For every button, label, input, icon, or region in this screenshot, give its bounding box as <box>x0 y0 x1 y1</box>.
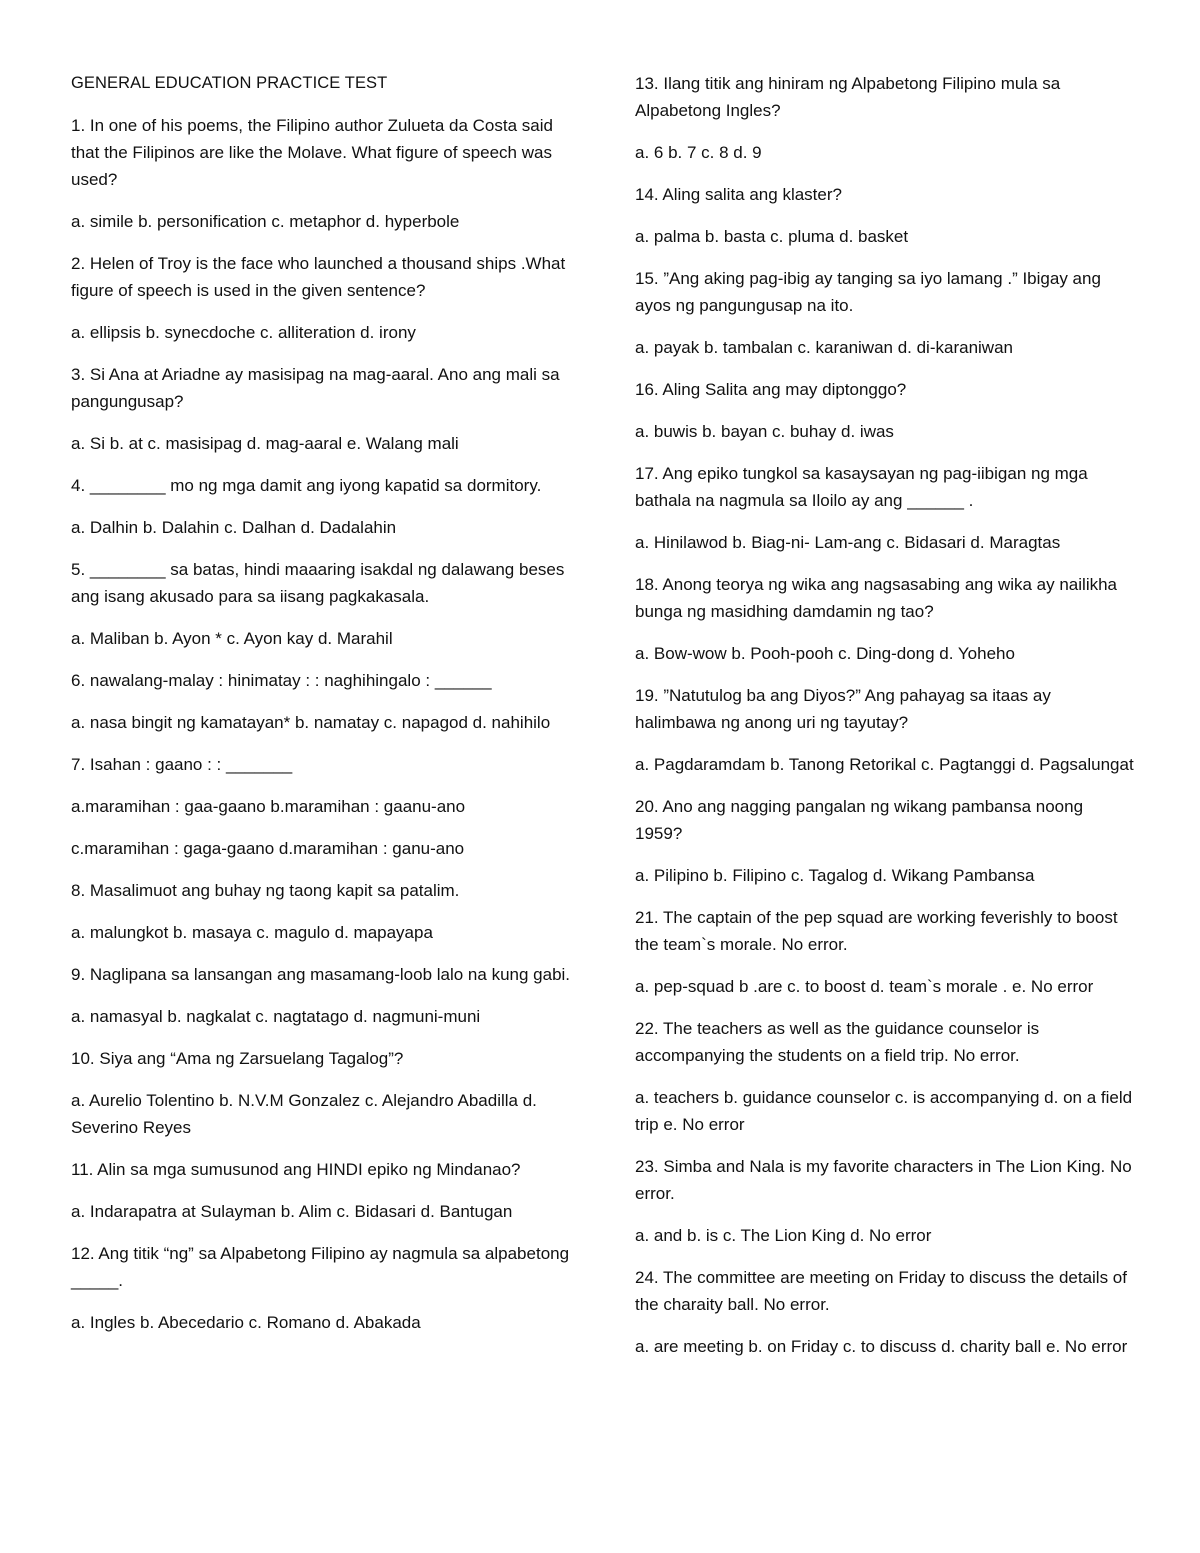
answer-choices: a. buwis b. bayan c. buhay d. iwas <box>635 422 894 441</box>
answer-choices: a. Si b. at c. masisipag d. mag-aaral e. Walang mali <box>71 434 459 453</box>
question-text: 1. In one of his poems, the Filipino author Zulueta da Costa said that the Filipinos are like the Molave. What figure of speech was used? <box>71 116 558 189</box>
answer-choices: a. Ingles b. Abecedario c. Romano d. Abakada <box>71 1313 421 1332</box>
question-text: 5. ________ sa batas, hindi maaaring isakdal ng dalawang beses ang isang akusado para sa iisang pagkakasala. <box>71 560 570 606</box>
question-text: 7. Isahan : gaano : : _______ <box>71 755 293 774</box>
answer-choices: a. Hinilawod b. Biag-ni- Lam-ang c. Bidasari d. Maragtas <box>635 533 1061 552</box>
question-text: 16. Aling Salita ang may diptonggo? <box>635 380 907 399</box>
question-text: 10. Siya ang “Ama ng Zarsuelang Tagalog”? <box>71 1049 404 1068</box>
right-column <box>635 70 1135 1375</box>
answer-choices: a.maramihan : gaa-gaano b.maramihan : gaanu-ano <box>71 797 466 816</box>
right-question-list <box>635 70 1135 1360</box>
answer-choices: a. Bow-wow b. Pooh-pooh c. Ding-dong d. Yoheho <box>635 644 1015 663</box>
question-text: 17. Ang epiko tungkol sa kasaysayan ng pag-iibigan ng mga bathala na nagmula sa Iloilo ay ang ______ . <box>635 464 1093 510</box>
answer-choices: a. Indarapatra at Sulayman b. Alim c. Bidasari d. Bantugan <box>71 1202 513 1221</box>
question-text: 2. Helen of Troy is the face who launched a thousand ships .What figure of speech is used in the given sentence? <box>71 254 570 300</box>
answer-choices: a. namasyal b. nagkalat c. nagtatago d. nagmuni-muni <box>71 1007 481 1026</box>
answer-choices: a. palma b. basta c. pluma d. basket <box>635 227 909 246</box>
question-text: 12. Ang titik “ng” sa Alpabetong Filipino ay nagmula sa alpabetong _____. <box>71 1244 574 1290</box>
question-text: 3. Si Ana at Ariadne ay masisipag na mag-aaral. Ano ang mali sa pangungusap? <box>71 365 565 411</box>
answer-choices: a. and b. is c. The Lion King d. No error <box>635 1226 932 1245</box>
answer-choices: a. nasa bingit ng kamatayan* b. namatay c. napagod d. nahihilo <box>71 713 551 732</box>
question-text: 8. Masalimuot ang buhay ng taong kapit sa patalim. <box>71 881 460 900</box>
answer-choices: a. Pagdaramdam b. Tanong Retorikal c. Pagtanggi d. Pagsalungat <box>635 755 1134 774</box>
answer-choices: a. simile b. personification c. metaphor d. hyperbole <box>71 212 460 231</box>
answer-choices: a. Dalhin b. Dalahin c. Dalhan d. Dadalahin <box>71 518 397 537</box>
question-text: 4. ________ mo ng mga damit ang iyong kapatid sa dormitory. <box>71 476 542 495</box>
answer-choices: a. Maliban b. Ayon * c. Ayon kay d. Marahil <box>71 629 393 648</box>
question-text: 18. Anong teorya ng wika ang nagsasabing ang wika ay nailikha bunga ng masidhing damdamin ng tao? <box>635 575 1122 621</box>
question-text: 14. Aling salita ang klaster? <box>635 185 842 204</box>
question-text: 9. Naglipana sa lansangan ang masamang-loob lalo na kung gabi. <box>71 965 571 984</box>
left-question-list <box>71 112 574 1336</box>
answer-choices: a. are meeting b. on Friday c. to discuss d. charity ball e. No error <box>635 1337 1128 1356</box>
answer-choices: a. payak b. tambalan c. karaniwan d. di-karaniwan <box>635 338 1013 357</box>
question-text: 6. nawalang-malay : hinimatay : : naghihingalo : ______ <box>71 671 492 690</box>
question-text: 22. The teachers as well as the guidance counselor is accompanying the students on a field trip. No error. <box>635 1019 1044 1065</box>
answer-choices: a. teachers b. guidance counselor c. is accompanying d. on a field trip e. No error <box>635 1088 1137 1134</box>
answer-choices: a. Pilipino b. Filipino c. Tagalog d. Wikang Pambansa <box>635 866 1035 885</box>
question-text: 23. Simba and Nala is my favorite characters in The Lion King. No error. <box>635 1157 1137 1203</box>
answer-choices: c.maramihan : gaga-gaano d.maramihan : ganu-ano <box>71 839 465 858</box>
question-text: 24. The committee are meeting on Friday to discuss the details of the charaity ball. No error. <box>635 1268 1132 1314</box>
answer-choices: a. Aurelio Tolentino b. N.V.M Gonzalez c. Alejandro Abadilla d. Severino Reyes <box>71 1091 542 1137</box>
question-text: 20. Ano ang nagging pangalan ng wikang pambansa noong 1959? <box>635 797 1088 843</box>
answer-choices: a. ellipsis b. synecdoche c. alliteration d. irony <box>71 323 416 342</box>
answer-choices: a. 6 b. 7 c. 8 d. 9 <box>635 143 762 162</box>
question-text: 19. ”Natutulog ba ang Diyos?” Ang pahayag sa itaas ay halimbawa ng anong uri ng tayutay? <box>635 686 1056 732</box>
answer-choices: a. malungkot b. masaya c. magulo d. mapayapa <box>71 923 433 942</box>
left-column <box>71 70 574 1351</box>
question-text: 15. ”Ang aking pag-ibig ay tanging sa iyo lamang .” Ibigay ang ayos ng pangungusap na ito. <box>635 269 1106 315</box>
question-text: 11. Alin sa mga sumusunod ang HINDI epiko ng Mindanao? <box>71 1160 521 1179</box>
answer-choices: a. pep-squad b .are c. to boost d. team`s morale . e. No error <box>635 977 1094 996</box>
question-text: 13. Ilang titik ang hiniram ng Alpabetong Filipino mula sa Alpabetong Ingles? <box>635 74 1065 120</box>
question-text: 21. The captain of the pep squad are working feverishly to boost the team`s morale. No error. <box>635 908 1123 954</box>
document-title: GENERAL EDUCATION PRACTICE TEST <box>71 74 388 92</box>
